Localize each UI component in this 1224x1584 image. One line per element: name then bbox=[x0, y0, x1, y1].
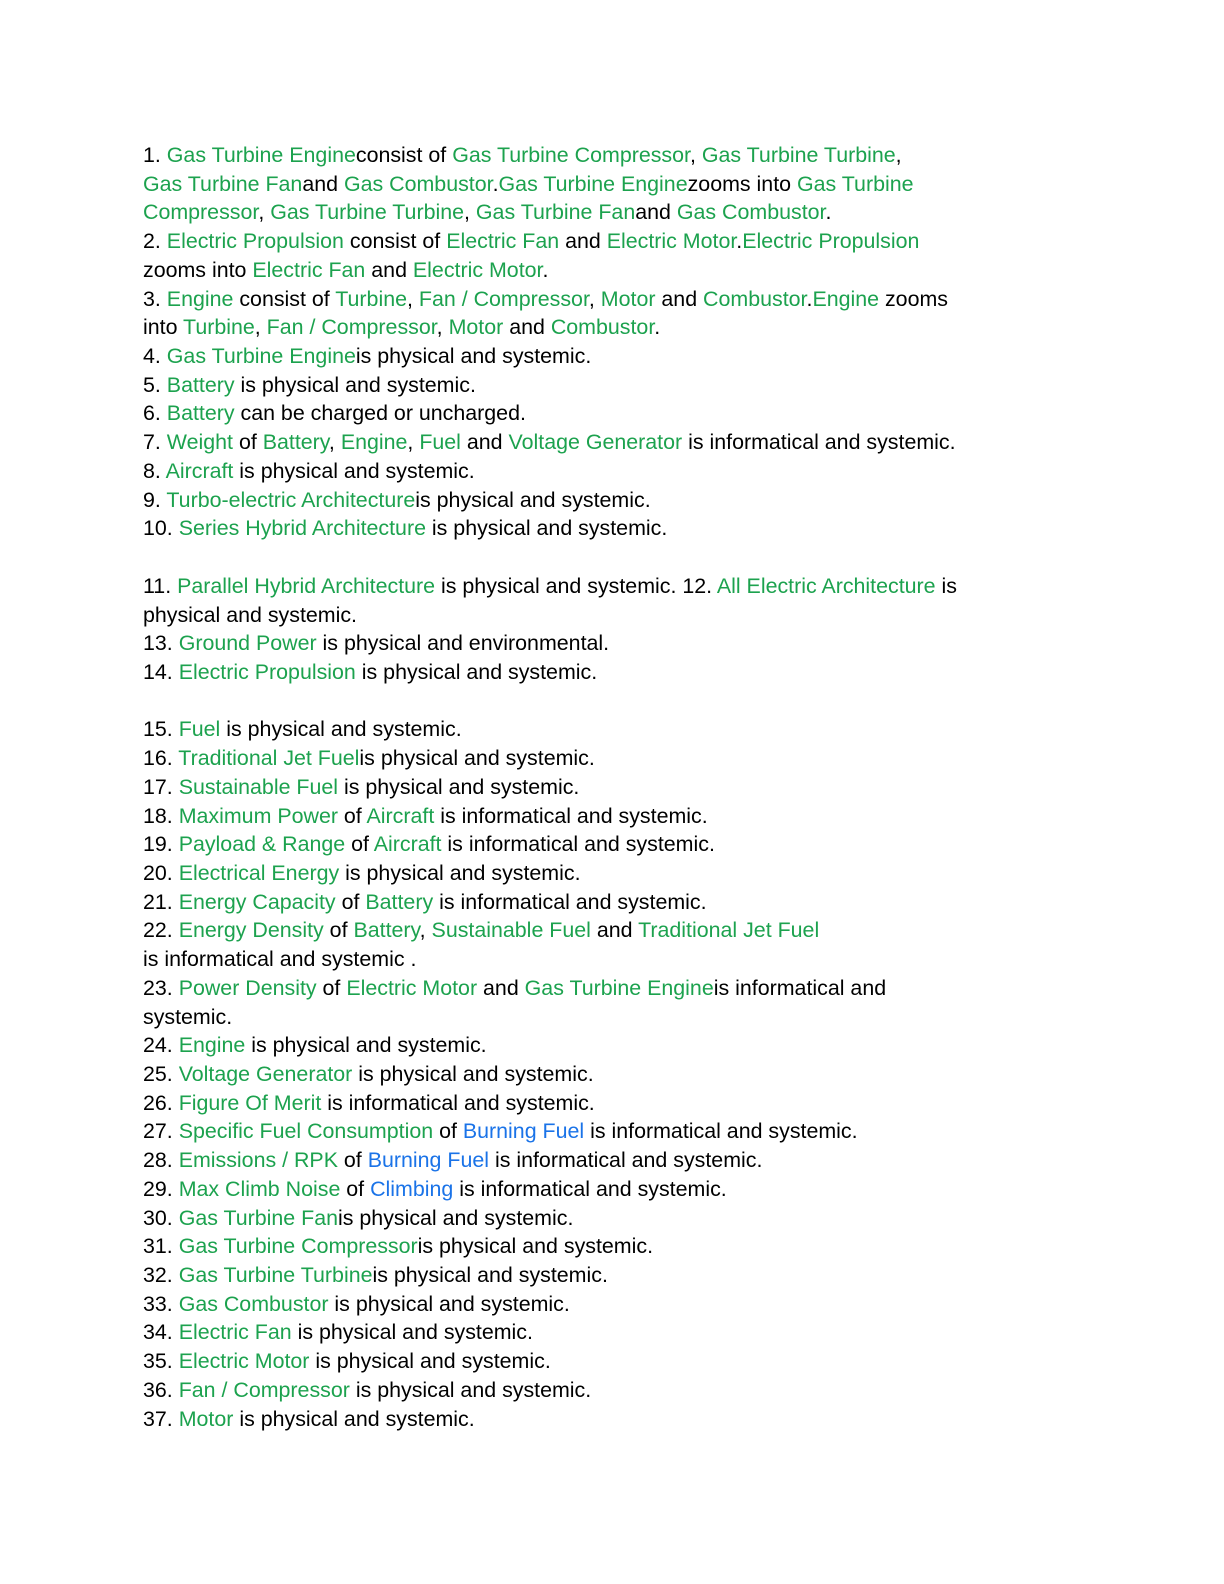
entity-term: Engine bbox=[166, 286, 234, 311]
text-line bbox=[143, 830, 1108, 859]
entity-term: Max Climb Noise bbox=[178, 1176, 341, 1201]
plain-text: is physical and systemic. bbox=[355, 659, 598, 684]
entity-term: Gas Turbine Turbine bbox=[270, 200, 465, 225]
entity-term: Emissions / RPK bbox=[178, 1148, 338, 1173]
entity-term: Payload & Range bbox=[178, 832, 346, 857]
plain-text: is physical and systemic. bbox=[355, 344, 592, 369]
text-line bbox=[143, 1089, 1108, 1118]
entity-term: Traditional Jet Fuel bbox=[638, 918, 820, 943]
text-line bbox=[143, 974, 1108, 1003]
plain-text: is physical and systemic. bbox=[291, 1320, 533, 1345]
blank-line bbox=[143, 543, 1108, 572]
entity-term: Electric Propulsion bbox=[742, 229, 920, 254]
text-line bbox=[143, 457, 1108, 486]
entity-term: Aircraft bbox=[373, 832, 442, 857]
text-line bbox=[143, 859, 1108, 888]
plain-text: physical and systemic. bbox=[143, 602, 357, 627]
plain-text: 1. bbox=[143, 143, 167, 167]
plain-text: 31. bbox=[143, 1234, 179, 1259]
entity-term: Motor bbox=[600, 286, 656, 311]
plain-text: and bbox=[655, 286, 704, 311]
text-line bbox=[143, 945, 1108, 974]
plain-text: 8. bbox=[143, 458, 166, 483]
plain-text: . bbox=[806, 286, 813, 311]
entity-term: Electric Motor bbox=[178, 1349, 310, 1374]
plain-text: is physical and systemic. bbox=[339, 860, 581, 885]
plain-text: of bbox=[335, 889, 366, 914]
entity-term: Maximum Power bbox=[178, 803, 338, 828]
text-line bbox=[143, 486, 1108, 515]
plain-text: 2. bbox=[143, 229, 167, 254]
text-line bbox=[143, 1232, 1108, 1261]
plain-text: , bbox=[258, 200, 271, 225]
entity-term: Parallel Hybrid Architecture bbox=[177, 573, 436, 598]
entity-term: Gas Turbine Engine bbox=[166, 143, 356, 167]
entity-term: Sustainable Fuel bbox=[178, 774, 339, 799]
text-line bbox=[143, 916, 1108, 945]
plain-text: , bbox=[407, 430, 420, 455]
plain-text: and bbox=[559, 229, 607, 254]
plain-text: 28. bbox=[143, 1148, 179, 1173]
plain-text: 7. bbox=[143, 430, 167, 455]
text-line bbox=[143, 428, 1108, 457]
entity-term: Gas Turbine Engine bbox=[166, 344, 356, 369]
entity-term: Gas Turbine Engine bbox=[498, 171, 688, 196]
entity-term: Gas Turbine Turbine bbox=[701, 143, 896, 167]
entity-term: Battery bbox=[353, 918, 420, 943]
plain-text: of bbox=[316, 975, 347, 1000]
plain-text: 27. bbox=[143, 1119, 179, 1144]
plain-text: is bbox=[935, 573, 957, 598]
plain-text: 14. bbox=[143, 659, 179, 684]
plain-text: 4. bbox=[143, 344, 167, 369]
entity-term: Engine bbox=[812, 286, 880, 311]
entity-term: Electric Fan bbox=[178, 1320, 292, 1345]
entity-term: Motor bbox=[178, 1406, 234, 1431]
plain-text: 19. bbox=[143, 832, 179, 857]
entity-term: Power Density bbox=[178, 975, 317, 1000]
plain-text: 29. bbox=[143, 1176, 179, 1201]
entity-term: Weight bbox=[166, 430, 233, 455]
entity-term: Electric Propulsion bbox=[178, 659, 356, 684]
plain-text: is informatical and systemic. bbox=[433, 889, 707, 914]
plain-text: is physical and systemic. bbox=[338, 1205, 574, 1230]
plain-text: 5. bbox=[143, 372, 167, 397]
plain-text: , bbox=[419, 918, 432, 943]
plain-text: 15. bbox=[143, 717, 179, 742]
plain-text: is physical and systemic. bbox=[359, 746, 595, 771]
plain-text: , bbox=[588, 286, 601, 311]
plain-text: 10. bbox=[143, 516, 179, 541]
text-line bbox=[143, 1060, 1108, 1089]
plain-text: and bbox=[460, 430, 509, 455]
plain-text: 20. bbox=[143, 860, 179, 885]
entity-term: Energy Density bbox=[178, 918, 324, 943]
plain-text: , bbox=[464, 200, 476, 225]
text-line bbox=[143, 572, 1108, 601]
plain-text: is physical and systemic. bbox=[417, 1234, 654, 1259]
text-line bbox=[143, 629, 1108, 658]
plain-text: is physical and systemic. bbox=[220, 717, 462, 742]
plain-text: is physical and systemic. bbox=[309, 1349, 551, 1374]
plain-text: 21. bbox=[143, 889, 179, 914]
text-line bbox=[143, 1003, 1108, 1032]
plain-text: of bbox=[323, 918, 354, 943]
entity-term: Aircraft bbox=[366, 803, 435, 828]
text-line bbox=[143, 1146, 1108, 1175]
plain-text: of bbox=[233, 430, 263, 455]
text-line bbox=[143, 170, 1108, 199]
text-line bbox=[143, 1117, 1108, 1146]
entity-term: Turbine bbox=[335, 286, 407, 311]
plain-text: 25. bbox=[143, 1062, 179, 1086]
entity-term: Fan / Compressor bbox=[178, 1377, 350, 1402]
entity-term: Electric Fan bbox=[446, 229, 560, 254]
entity-term: Electrical Energy bbox=[178, 860, 340, 885]
plain-text: and bbox=[365, 257, 413, 282]
entity-term: Turbo-electric Architecture bbox=[166, 487, 416, 512]
entity-term: Gas Turbine Fan bbox=[143, 171, 303, 196]
plain-text: is physical and systemic. bbox=[233, 458, 475, 483]
text-line bbox=[143, 399, 1108, 428]
text-line bbox=[143, 1175, 1108, 1204]
plain-text: 35. bbox=[143, 1349, 179, 1374]
plain-text: consist of bbox=[233, 286, 336, 311]
entity-term: Voltage Generator bbox=[178, 1062, 353, 1086]
plain-text: is informatical and systemic. bbox=[453, 1176, 727, 1201]
plain-text: of bbox=[337, 1148, 368, 1173]
plain-text: systemic. bbox=[143, 1004, 233, 1029]
entity-term: All Electric Architecture bbox=[716, 573, 936, 598]
plain-text: . bbox=[492, 171, 499, 196]
plain-text: 13. bbox=[143, 631, 179, 656]
text-line bbox=[143, 198, 1108, 227]
text-line bbox=[143, 1347, 1108, 1376]
text-line bbox=[143, 1031, 1108, 1060]
text-line bbox=[143, 371, 1108, 400]
entity-term: Electric Motor bbox=[606, 229, 737, 254]
plain-text: zooms into bbox=[143, 257, 253, 282]
entity-term: Specific Fuel Consumption bbox=[178, 1119, 434, 1144]
text-line bbox=[143, 744, 1108, 773]
plain-text: is informatical and systemic . bbox=[143, 947, 417, 972]
plain-text: of bbox=[340, 1176, 371, 1201]
plain-text: and bbox=[635, 200, 677, 225]
plain-text: is physical and systemic. bbox=[349, 1377, 592, 1402]
document-text bbox=[143, 141, 1108, 1433]
entity-term: Ground Power bbox=[178, 631, 317, 656]
plain-text: 23. bbox=[143, 975, 179, 1000]
entity-term: Energy Capacity bbox=[178, 889, 336, 914]
text-line bbox=[143, 1261, 1108, 1290]
plain-text: is informatical and systemic. bbox=[441, 832, 715, 857]
entity-term: Fan / Compressor bbox=[418, 286, 589, 311]
entity-term: Fan / Compressor bbox=[266, 315, 437, 340]
text-line bbox=[143, 256, 1108, 285]
text-line bbox=[143, 601, 1108, 630]
plain-text: is physical and systemic. bbox=[372, 1263, 608, 1288]
plain-text: , bbox=[328, 430, 341, 455]
entity-term: Battery bbox=[166, 372, 235, 397]
text-line bbox=[143, 888, 1108, 917]
entity-term: Turbine bbox=[183, 315, 255, 340]
plain-text: is physical and systemic. bbox=[338, 774, 580, 799]
linked-term: Burning Fuel bbox=[367, 1148, 489, 1173]
text-line bbox=[143, 658, 1108, 687]
entity-term: Compressor bbox=[143, 200, 259, 225]
linked-term: Climbing bbox=[370, 1176, 454, 1201]
entity-term: Gas Turbine Fan bbox=[178, 1205, 339, 1230]
entity-term: Combustor bbox=[703, 286, 807, 311]
text-line bbox=[143, 227, 1108, 256]
entity-term: Fuel bbox=[178, 717, 221, 742]
plain-text: of bbox=[433, 1119, 463, 1144]
linked-term: Burning Fuel bbox=[462, 1119, 585, 1144]
entity-term: Series Hybrid Architecture bbox=[178, 516, 426, 541]
plain-text: 17. bbox=[143, 774, 179, 799]
entity-term: Gas Turbine Fan bbox=[475, 200, 636, 225]
blank-line bbox=[143, 687, 1108, 716]
plain-text: is informatical and systemic. bbox=[682, 430, 956, 455]
text-line bbox=[143, 141, 1108, 170]
plain-text: 24. bbox=[143, 1033, 179, 1058]
text-line bbox=[143, 285, 1108, 314]
entity-term: Gas Turbine Compressor bbox=[452, 143, 690, 167]
plain-text: , bbox=[436, 315, 449, 340]
text-line bbox=[143, 514, 1108, 543]
plain-text: is physical and systemic. bbox=[245, 1033, 487, 1058]
entity-term: Engine bbox=[340, 430, 408, 455]
plain-text: . bbox=[654, 315, 661, 340]
entity-term: Electric Fan bbox=[252, 257, 366, 282]
plain-text: . bbox=[542, 257, 549, 282]
plain-text: is physical and systemic. bbox=[234, 372, 476, 397]
text-line bbox=[143, 1405, 1108, 1434]
plain-text: is informatical and systemic. bbox=[321, 1090, 595, 1115]
plain-text: and bbox=[590, 918, 639, 943]
text-line bbox=[143, 1204, 1108, 1233]
entity-term: Gas Combustor bbox=[343, 171, 493, 196]
entity-term: Engine bbox=[178, 1033, 246, 1058]
plain-text: is physical and systemic. bbox=[425, 516, 668, 541]
entity-term: Gas Turbine bbox=[797, 171, 914, 196]
plain-text: is physical and systemic. bbox=[415, 487, 651, 512]
entity-term: Motor bbox=[448, 315, 504, 340]
plain-text: 16. bbox=[143, 746, 179, 771]
plain-text: zooms bbox=[879, 286, 948, 311]
plain-text: and bbox=[302, 171, 344, 196]
text-line bbox=[143, 1290, 1108, 1319]
plain-text: 33. bbox=[143, 1291, 179, 1316]
plain-text: of bbox=[345, 832, 374, 857]
entity-term: Gas Turbine Compressor bbox=[178, 1234, 418, 1259]
plain-text: 34. bbox=[143, 1320, 179, 1345]
plain-text: 9. bbox=[143, 487, 167, 512]
entity-term: Figure Of Merit bbox=[178, 1090, 322, 1115]
plain-text: is physical and systemic. bbox=[328, 1291, 570, 1316]
plain-text: 22. bbox=[143, 918, 179, 943]
text-line bbox=[143, 342, 1108, 371]
entity-term: Electric Motor bbox=[346, 975, 478, 1000]
plain-text: 11. bbox=[143, 573, 178, 598]
plain-text: 18. bbox=[143, 803, 179, 828]
text-line bbox=[143, 313, 1108, 342]
plain-text: is informatical and systemic. bbox=[434, 803, 708, 828]
plain-text: and bbox=[503, 315, 551, 340]
plain-text: consist of bbox=[355, 143, 453, 167]
entity-term: Electric Motor bbox=[412, 257, 543, 282]
plain-text: is physical and systemic. 12. bbox=[435, 573, 717, 598]
plain-text: . bbox=[825, 200, 832, 225]
plain-text: and bbox=[477, 975, 525, 1000]
plain-text: is physical and systemic. bbox=[352, 1062, 594, 1086]
text-line bbox=[143, 715, 1108, 744]
entity-term: Electric Propulsion bbox=[166, 229, 344, 254]
entity-term: Gas Combustor bbox=[178, 1291, 329, 1316]
entity-term: Battery bbox=[166, 401, 235, 426]
plain-text: can be charged or uncharged. bbox=[234, 401, 526, 426]
plain-text: is informatical and systemic. bbox=[489, 1148, 763, 1173]
plain-text: . bbox=[736, 229, 743, 254]
plain-text: 37. bbox=[143, 1406, 179, 1431]
entity-term: Fuel bbox=[419, 430, 461, 455]
plain-text: 36. bbox=[143, 1377, 179, 1402]
entity-term: Combustor bbox=[550, 315, 655, 340]
text-line bbox=[143, 773, 1108, 802]
plain-text: of bbox=[337, 803, 367, 828]
plain-text: into bbox=[143, 315, 184, 340]
entity-term: Gas Combustor bbox=[676, 200, 826, 225]
text-line bbox=[143, 1376, 1108, 1405]
plain-text: 26. bbox=[143, 1090, 179, 1115]
plain-text: , bbox=[689, 143, 702, 167]
entity-term: Sustainable Fuel bbox=[431, 918, 591, 943]
plain-text: 6. bbox=[143, 401, 167, 426]
plain-text: is physical and systemic. bbox=[233, 1406, 475, 1431]
plain-text: , bbox=[895, 143, 902, 167]
entity-term: Voltage Generator bbox=[508, 430, 683, 455]
plain-text: zooms into bbox=[687, 171, 797, 196]
plain-text: consist of bbox=[343, 229, 447, 254]
entity-term: Gas Turbine Turbine bbox=[178, 1263, 373, 1288]
entity-term: Battery bbox=[365, 889, 434, 914]
plain-text: is physical and environmental. bbox=[316, 631, 610, 656]
plain-text: , bbox=[254, 315, 267, 340]
plain-text: , bbox=[407, 286, 419, 311]
entity-term: Battery bbox=[262, 430, 329, 455]
entity-term: Gas Turbine Engine bbox=[524, 975, 714, 1000]
entity-term: Aircraft bbox=[165, 458, 234, 483]
plain-text: is informatical and systemic. bbox=[584, 1119, 858, 1144]
plain-text: 30. bbox=[143, 1205, 179, 1230]
text-line bbox=[143, 802, 1108, 831]
plain-text: is informatical and bbox=[713, 975, 887, 1000]
plain-text: 3. bbox=[143, 286, 167, 311]
text-line bbox=[143, 1318, 1108, 1347]
entity-term: Traditional Jet Fuel bbox=[178, 746, 360, 771]
plain-text: 32. bbox=[143, 1263, 179, 1288]
